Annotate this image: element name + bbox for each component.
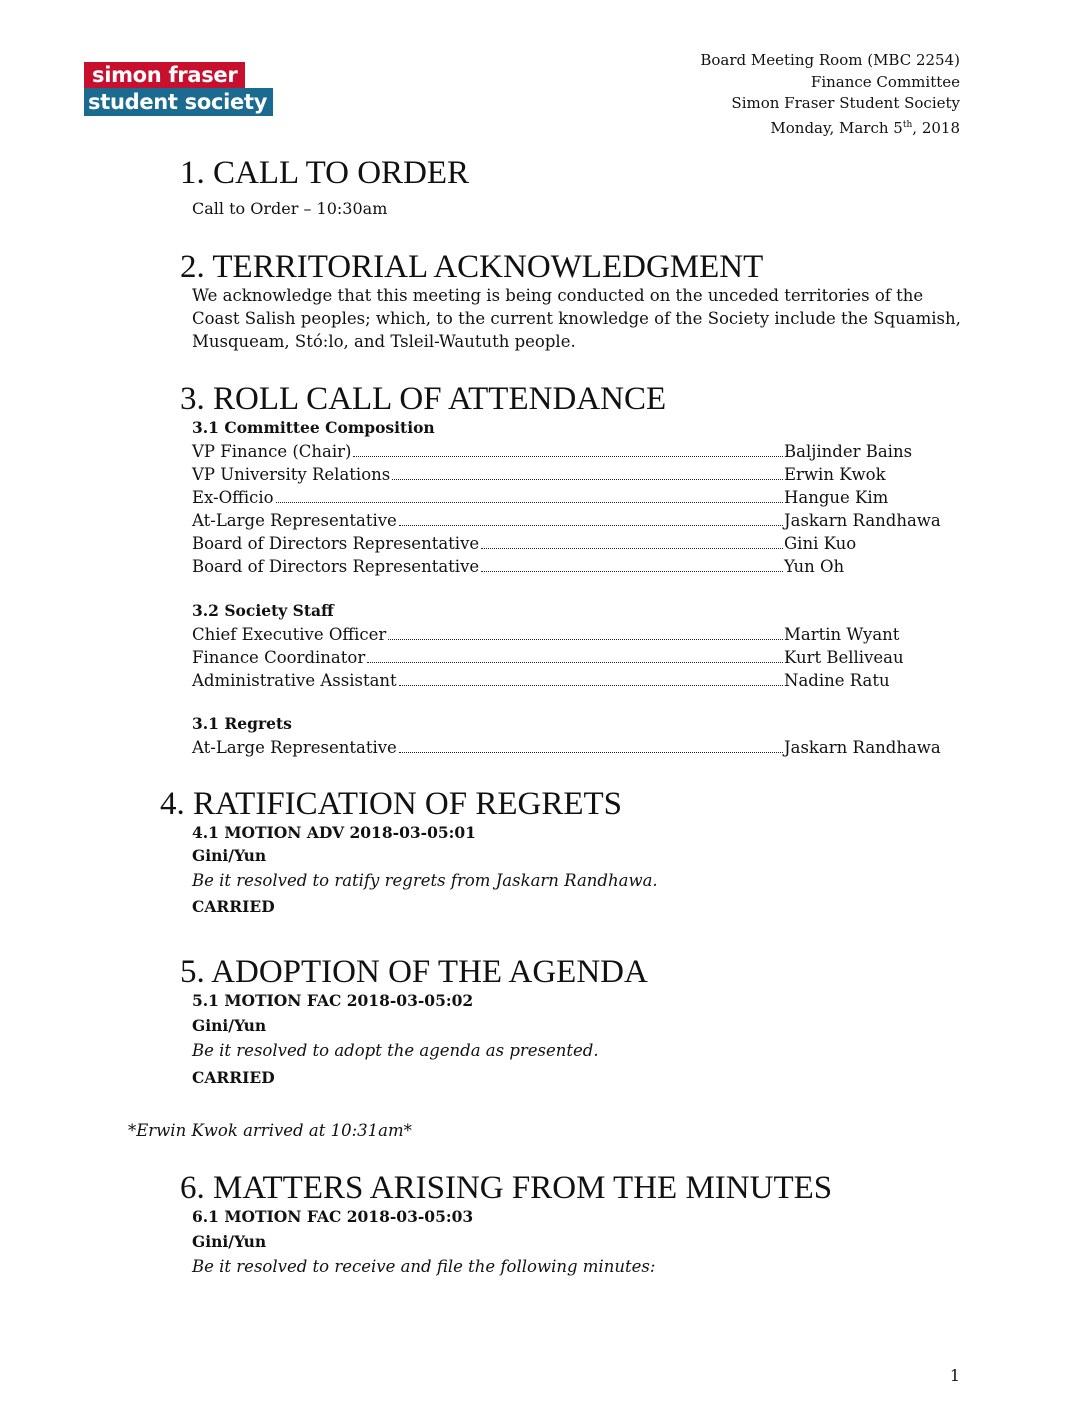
logo-line-2: student society (84, 88, 273, 116)
motion-5-1: 5.1 MOTION FAC 2018-03-05:02 (192, 991, 474, 1010)
motion-5-1-movers: Gini/Yun (192, 1016, 267, 1035)
staff-heading: 3.2 Society Staff (192, 601, 334, 620)
section-5-title: 5. ADOPTION OF THE AGENDA (180, 954, 648, 990)
section-1-title: 1. CALL TO ORDER (180, 155, 470, 191)
roster-row: VP University Relations Erwin Kwok (192, 465, 886, 484)
roster-row: Ex-Officio Hangue Kim (192, 488, 889, 507)
section-6-title: 6. MATTERS ARISING FROM THE MINUTES (180, 1170, 833, 1206)
section-4-title: 4. RATIFICATION OF REGRETS (160, 786, 623, 822)
page-number: 1 (949, 1366, 960, 1385)
section-3-title: 3. ROLL CALL OF ATTENDANCE (180, 381, 667, 417)
roster-row: Board of Directors Representative Yun Oh (192, 557, 845, 576)
territorial-acknowledgment-text: We acknowledge that this meeting is being conducted on the unceded territories of the Coast Salish peoples; which, to the current knowledge of the Society include the Squamish, Musqueam, Stó:lo, and Tsleil-Waututh people. (192, 286, 961, 351)
header-committee: Finance Committee (810, 72, 960, 91)
roster-row: Finance Coordinator Kurt Belliveau (192, 648, 904, 667)
logo-line-1: simon fraser (84, 62, 245, 88)
motion-6-1-movers: Gini/Yun (192, 1232, 267, 1251)
header-date: Monday, March 5th, 2018 (770, 118, 960, 137)
roster-row: Board of Directors Representative Gini Kuo (192, 534, 857, 553)
motion-5-1-resolution: Be it resolved to adopt the agenda as presented. (192, 1041, 599, 1060)
staff-list (192, 623, 952, 692)
motion-4-1-movers: Gini/Yun (192, 846, 267, 865)
motion-6-1: 6.1 MOTION FAC 2018-03-05:03 (192, 1207, 474, 1226)
motion-6-1-resolution: Be it resolved to receive and file the following minutes: (192, 1257, 656, 1276)
roster-row: VP Finance (Chair) Baljinder Bains (192, 442, 913, 461)
header-room: Board Meeting Room (MBC 2254) (700, 51, 960, 69)
motion-4-1-resolution: Be it resolved to ratify regrets from Jaskarn Randhawa. (192, 871, 658, 890)
composition-list (192, 440, 952, 578)
sfss-logo (84, 62, 273, 116)
roster-row: Chief Executive Officer Martin Wyant (192, 625, 900, 644)
arrival-note: *Erwin Kwok arrived at 10:31am* (128, 1121, 412, 1140)
regrets-list (192, 736, 952, 759)
section-2-title: 2. TERRITORIAL ACKNOWLEDGMENT (180, 249, 764, 285)
roster-row: Administrative Assistant Nadine Ratu (192, 671, 890, 690)
call-to-order-text: Call to Order – 10:30am (192, 199, 388, 218)
regrets-heading: 3.1 Regrets (192, 714, 292, 733)
motion-4-1-result: CARRIED (192, 897, 275, 916)
composition-heading: 3.1 Committee Composition (192, 418, 435, 437)
motion-4-1: 4.1 MOTION ADV 2018-03-05:01 (192, 823, 476, 842)
motion-5-1-result: CARRIED (192, 1068, 275, 1087)
header-society: Simon Fraser Student Society (731, 94, 960, 112)
roster-row: At-Large Representative Jaskarn Randhawa (192, 511, 941, 530)
document-header (700, 50, 960, 139)
roster-row: At-Large Representative Jaskarn Randhawa (192, 738, 941, 757)
